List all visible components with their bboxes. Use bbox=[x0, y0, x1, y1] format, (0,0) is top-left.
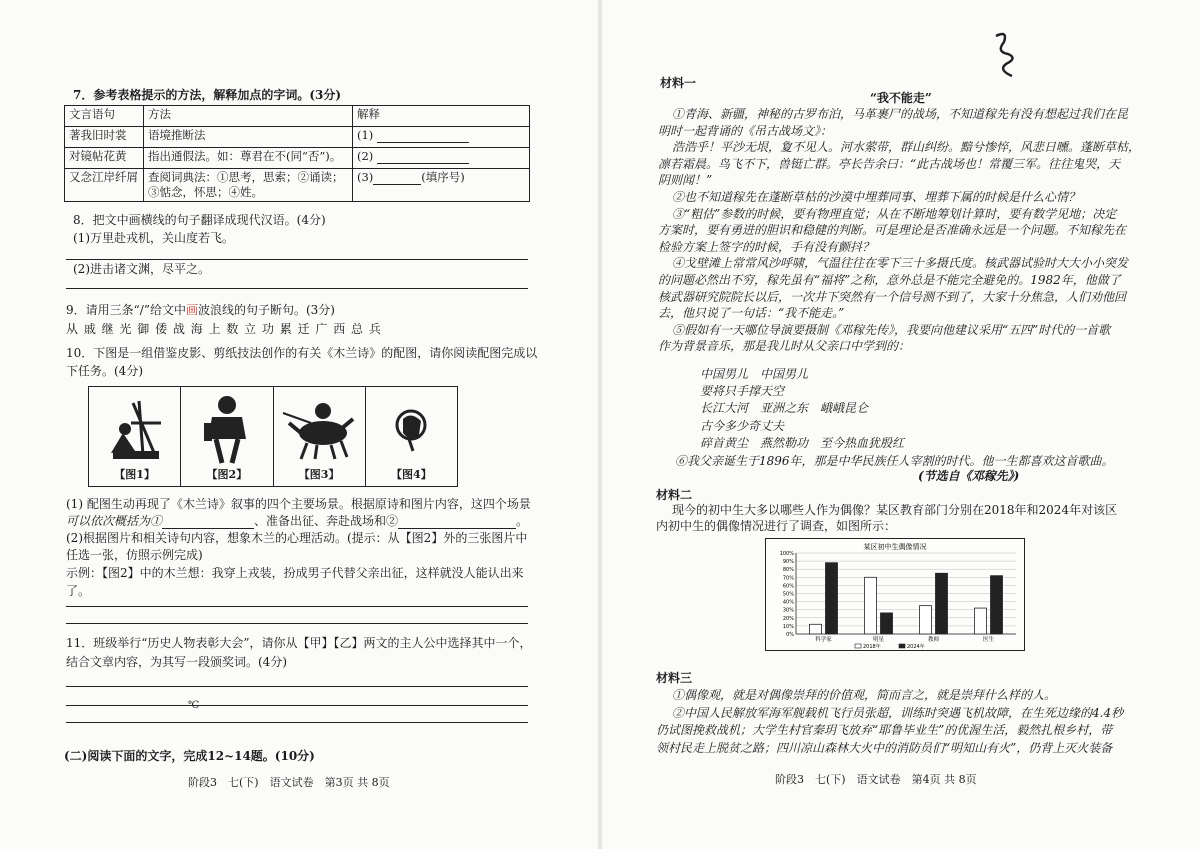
material-2-line-2: 内初中生的偶像情况进行了调查，如图所示： bbox=[656, 519, 897, 533]
q10-part1-b bbox=[66, 514, 528, 529]
bar-2024年 bbox=[991, 576, 1003, 634]
text-line: 浩浩乎！平沙无垠，夐不见人。河水萦带，群山纠纷。黯兮惨悴，风悲日曛。蓬断草枯， bbox=[672, 140, 1141, 155]
picture-caption: 【图1】 bbox=[114, 468, 155, 481]
q7-method: 语境推断法 bbox=[144, 127, 353, 148]
text-line: 凛若霜晨。鸟飞不下，兽铤亡群。亭长告余曰：“此古战场也！常覆三军。往往鬼哭，天 bbox=[658, 156, 1121, 171]
material-1-label: 材料一 bbox=[660, 76, 697, 90]
text-line: 去，他只说了一句话：“我不能走。” bbox=[658, 306, 845, 321]
q7-phrase: 又念江岸纤屑 bbox=[65, 169, 144, 202]
q10-part1-b-end: 。 bbox=[516, 514, 529, 528]
answer-blank[interactable] bbox=[373, 172, 421, 185]
q7-header-answer: 解释 bbox=[353, 106, 530, 127]
x-tick-label: 科学家 bbox=[815, 637, 832, 643]
bar-2018年 bbox=[920, 606, 932, 634]
picture-2 bbox=[181, 387, 273, 486]
q9-title-b: 波浪线的句子断句。(3分) bbox=[197, 303, 335, 317]
section-2-heading: (二)阅读下面的文字，完成12~14题。(10分) bbox=[64, 749, 315, 763]
text-line: 核武器研究院院长以后，一次井下突然有一个信号测不到了，大家十分焦急，人们劝他回 bbox=[658, 289, 1127, 304]
q7-answer-label: (1) bbox=[357, 128, 374, 142]
q7-header-phrase: 文言语句 bbox=[65, 106, 144, 127]
text-line: 长江大河 亚洲之东 峨峨昆仑 bbox=[700, 401, 869, 416]
idol-survey-chart bbox=[765, 538, 1025, 651]
answer-line[interactable] bbox=[66, 686, 528, 687]
y-tick-label: 70% bbox=[782, 575, 794, 582]
answer-line[interactable] bbox=[66, 705, 528, 706]
answer-line[interactable] bbox=[66, 606, 528, 607]
legend-swatch bbox=[899, 644, 905, 648]
face-profile-icon bbox=[391, 405, 431, 455]
answer-blank[interactable] bbox=[162, 516, 254, 529]
q9-title bbox=[66, 303, 335, 318]
q7-method: 指出通假法。如：尊君在不(同“否”)。 bbox=[144, 148, 353, 169]
answer-line[interactable] bbox=[66, 623, 528, 624]
q10-part2-a: (2)根据图片和相关诗句内容，想象木兰的心理活动。(提示：从【图2】外的三张图片中 bbox=[66, 531, 528, 545]
mulan-pictures bbox=[88, 386, 458, 487]
y-tick-label: 60% bbox=[782, 583, 794, 590]
text-line: 要将只手撑天空 bbox=[700, 384, 785, 399]
q10-title: 10．下图是一组借鉴皮影、剪纸技法创作的有关《木兰诗》的配图，请你阅读配图完成以 bbox=[66, 346, 538, 360]
q7-answer-cell[interactable] bbox=[353, 127, 530, 148]
material-2-label: 材料二 bbox=[656, 488, 693, 502]
legend-label: 2024年 bbox=[907, 644, 925, 650]
answer-line[interactable] bbox=[66, 722, 528, 723]
material-2-line-1: 现今的初中生大多以哪些人作为偶像？某区教育部门分别在2018年和2024年对该区 bbox=[672, 503, 1118, 517]
text-line: 中国男儿 中国男儿 bbox=[700, 367, 809, 381]
q7-method-line2: ③惦念，怀思；④姓。 bbox=[148, 185, 263, 199]
answer-blank[interactable] bbox=[377, 151, 469, 164]
right-page-footer: 阶段3 七(下) 语文试卷 第4页 共 8页 bbox=[775, 773, 977, 786]
table-row bbox=[65, 169, 530, 202]
armored-figure-icon bbox=[202, 393, 252, 465]
text-line: ③“粗估”参数的时候，要有物理直觉；从在不断地筹划计算时，要有数学见地；决定 bbox=[672, 206, 1117, 221]
q7-table bbox=[64, 105, 530, 202]
y-tick-label: 30% bbox=[782, 607, 794, 614]
q7-phrase: 对镜帖花黄 bbox=[65, 148, 144, 169]
q7-answer-cell[interactable] bbox=[353, 169, 530, 202]
answer-line[interactable] bbox=[66, 288, 528, 289]
text-line: ⑤假如有一天哪位导演要摄制《邓稼先传》，我要向他建议采用“五四”时代的一首歌 bbox=[672, 322, 1111, 337]
picture-1 bbox=[89, 387, 181, 486]
table-row bbox=[65, 148, 530, 169]
picture-3 bbox=[274, 387, 366, 486]
q11-title: 11．班级举行“历史人物表彰大会”，请你从【甲】【乙】两文的主人公中选择其中一个， bbox=[66, 636, 532, 650]
table-row bbox=[65, 127, 530, 148]
q9-title-mark: 画 bbox=[185, 303, 198, 317]
q10-part1-b-pre: 可以依次概括为① bbox=[66, 514, 163, 528]
q7-method-line1: 查阅词典法：①思考，思索；②诵读； bbox=[148, 170, 344, 184]
text-line: 领村民走上脱贫之路；四川凉山森林大火中的消防员们“明知山有火”，仍背上灭火装备 bbox=[656, 740, 1113, 755]
q9-sentence: 从 戚 继 光 御 倭 战 海 上 数 立 功 累 迁 广 西 总 兵 bbox=[66, 322, 382, 336]
q10-part1-b-mid: 、准备出征、奔赴战场和② bbox=[254, 514, 399, 528]
q10-example-2: 了。 bbox=[66, 584, 91, 598]
horse-rider-icon bbox=[281, 393, 357, 463]
text-line: ②也不知道稼先在蓬断草枯的沙漠中埋葬同事、埋葬下属的时候是什么心情？ bbox=[672, 190, 1081, 204]
text-line: ①青海、新疆，神秘的古罗布泊，马革裹尸的战场，不知道稼先有没有想起过我们在昆 bbox=[672, 107, 1129, 121]
legend-label: 2018年 bbox=[863, 644, 881, 650]
bar-2018年 bbox=[810, 624, 822, 634]
picture-caption: 【图2】 bbox=[206, 468, 248, 481]
q7-phrase: 著我旧时裳 bbox=[65, 127, 144, 148]
material-1-source: (节选自《邓稼先》) bbox=[918, 469, 1020, 483]
q7-answer-suffix: (填序号) bbox=[421, 170, 465, 184]
picture-caption: 【图4】 bbox=[391, 468, 432, 481]
y-tick-label: 90% bbox=[782, 559, 794, 566]
text-line: 仍试图挽救战机；大学生村官秦玥飞放弃“耶鲁毕业生”的优渥生活，毅然扎根乡村，带 bbox=[656, 723, 1113, 737]
picture-caption: 【图3】 bbox=[298, 468, 340, 481]
bar-2018年 bbox=[975, 608, 987, 634]
bar-2024年 bbox=[936, 573, 948, 634]
text-line: 的问题必然出不穷，稼先虽有“福将”之称，意外总是不能完全避免的。1982年，他做了 bbox=[658, 273, 1121, 287]
bar-2024年 bbox=[826, 563, 838, 634]
q7-header-method: 方法 bbox=[144, 106, 353, 127]
material-3-label: 材料三 bbox=[656, 671, 693, 685]
chart-title: 某区初中生偶像情况 bbox=[863, 543, 927, 551]
handwritten-mark-icon bbox=[990, 30, 1020, 78]
y-tick-label: 0% bbox=[786, 632, 794, 638]
chart-svg bbox=[766, 539, 1024, 650]
x-tick-label: 明星 bbox=[872, 637, 885, 643]
q10-part1-a: (1) 配图生动再现了《木兰诗》叙事的四个主要场景。根据原诗和图片内容，这四个场景 bbox=[66, 497, 531, 511]
bar-2018年 bbox=[865, 577, 877, 634]
q7-answer-label: (2) bbox=[357, 149, 374, 163]
q7-title: 7．参考表格提示的方法，解释加点的字词。(3分) bbox=[73, 88, 342, 102]
y-tick-label: 40% bbox=[782, 599, 794, 606]
q8-sentence-1: (1)万里赴戎机，关山度若飞。 bbox=[73, 231, 234, 245]
text-line: 碎首黄尘 燕然勒功 至今热血犹殷红 bbox=[700, 435, 905, 450]
q7-answer-label: (3) bbox=[357, 170, 374, 184]
picture-4 bbox=[366, 387, 457, 486]
text-line: 作为背景音乐，那是我儿时从父亲口中学到的： bbox=[658, 339, 911, 354]
text-line: 阴则闻！” bbox=[658, 173, 713, 188]
q10-title-2: 下任务。(4分) bbox=[66, 364, 143, 378]
text-line: ①偶像观，就是对偶像崇拜的价值观，简而言之，就是崇拜什么样的人。 bbox=[672, 688, 1057, 702]
y-tick-label: 20% bbox=[782, 615, 794, 622]
text-line: 检验方案上签字的时候，手有没有颤抖？ bbox=[658, 239, 875, 254]
q7-method bbox=[144, 169, 353, 202]
y-tick-label: 10% bbox=[782, 623, 794, 630]
y-tick-label: 80% bbox=[782, 567, 794, 574]
material-1-paragraph-6: ⑥我父亲诞生于1896年，那是中华民族任人宰割的时代。他一生都喜欢这首歌曲。 bbox=[675, 454, 1114, 468]
pen-mark: ℃ bbox=[188, 700, 200, 711]
answer-blank[interactable] bbox=[377, 130, 469, 143]
text-line: 明时一起背诵的《吊古战场文》： bbox=[658, 123, 833, 138]
text-line: 方案时，要有勇进的胆识和稳健的判断。可是理论是否准确永远是一个问题。不知稼先在 bbox=[658, 223, 1127, 238]
bar-2024年 bbox=[881, 613, 893, 634]
answer-line[interactable] bbox=[66, 259, 528, 260]
q7-answer-cell[interactable] bbox=[353, 148, 530, 169]
text-line: ②中国人民解放军海军舰载机飞行员张超，训练时突遇飞机故障，在生死边缘的4.4秒 bbox=[672, 705, 1124, 720]
q11-title-2: 结合文章内容，为其写一段颁奖词。(4分) bbox=[66, 655, 287, 669]
legend-swatch bbox=[855, 644, 861, 648]
answer-blank[interactable] bbox=[398, 516, 516, 529]
material-1-title: “我不能走” bbox=[870, 91, 932, 105]
q9-title-a: 9．请用三条“/”给文中 bbox=[66, 303, 186, 317]
x-tick-label: 医生 bbox=[982, 637, 995, 643]
q8-title: 8．把文中画横线的句子翻译成现代汉语。(4分) bbox=[73, 213, 326, 227]
q8-sentence-2: (2)进击诸文渊，尽平之。 bbox=[73, 262, 210, 276]
y-tick-label: 50% bbox=[782, 591, 794, 598]
x-tick-label: 教师 bbox=[927, 637, 940, 643]
text-line: ④戈壁滩上常常风沙呼啸，气温往往在零下三十多摄氏度。核武器试验时大大小小突发 bbox=[672, 256, 1129, 271]
weaving-figure-icon bbox=[103, 393, 167, 463]
y-tick-label: 100% bbox=[779, 551, 794, 557]
q10-example: 示例：【图2】中的木兰想：我穿上戎装，扮成男子代替父亲出征，这样就没人能认出来 bbox=[66, 566, 524, 580]
left-page-footer: 阶段3 七(下) 语文试卷 第3页 共 8页 bbox=[188, 776, 390, 789]
q10-part2-b: 任选一张，仿照示例完成) bbox=[66, 548, 203, 562]
text-line: 古今多少奇丈夫 bbox=[700, 418, 785, 433]
